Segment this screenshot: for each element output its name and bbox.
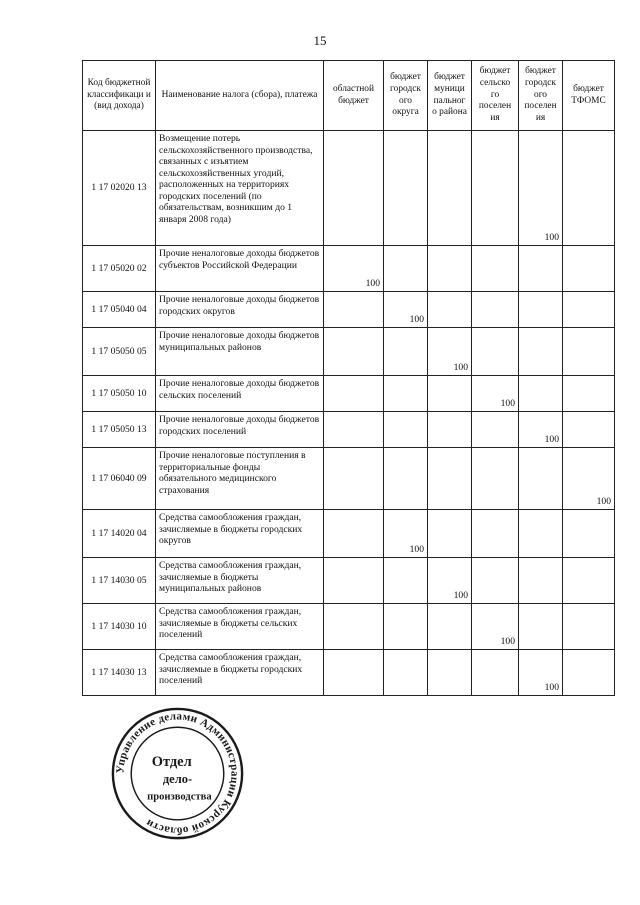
revenue-name-cell: Прочие неналоговые доходы бюджетов сельских поселений [156,376,324,412]
budget-revenue-table [82,60,615,696]
municipal-district-budget-share-cell [428,131,472,246]
city-district-budget-share-cell [384,328,428,376]
revenue-name-cell: Прочие неналоговые доходы бюджетов городских поселений [156,412,324,448]
rural-settlement-budget-share-cell [472,328,519,376]
tfoms-budget-share-cell [563,412,615,448]
city-district-budget-share-cell: 100 [384,292,428,328]
urban-settlement-budget-share-cell [519,246,563,292]
regional-budget-share-cell [324,604,384,650]
tfoms-budget-share-cell [563,376,615,412]
municipal-district-budget-share-cell [428,292,472,328]
stamp-line-3: производства [147,791,212,803]
municipal-district-budget-share-cell [428,376,472,412]
table-row [83,650,615,696]
stamp-ring-text: Управление делами Администрации Курской области [114,710,241,837]
table-row [83,448,615,510]
revenue-name-cell: Возмещение потерь сельскохозяйственного производства, связанных с изъятием сельскохозяйственных угодий, расположенных на территориях городских поселений (по обязательствам, возникшим до 1 января 2008 года) [156,131,324,246]
table-row [83,510,615,558]
header-municipal-district-budget: бюджет муници пальног о района [428,61,472,131]
revenue-code-cell: 1 17 14020 04 [83,510,156,558]
revenue-name-cell: Прочие неналоговые доходы бюджетов субъектов Российской Федерации [156,246,324,292]
revenue-name-cell: Средства самообложения граждан, зачисляемые в бюджеты муниципальных районов [156,558,324,604]
regional-budget-share-cell [324,131,384,246]
revenue-name-cell: Прочие неналоговые поступления в территориальные фонды обязательного медицинского страхования [156,448,324,510]
table-row [83,131,615,246]
header-urban-settlement-budget: бюджет городск ого поселен ия [519,61,563,131]
urban-settlement-budget-share-cell [519,558,563,604]
regional-budget-share-cell [324,292,384,328]
tfoms-budget-share-cell [563,604,615,650]
rural-settlement-budget-share-cell [472,292,519,328]
revenue-code-cell: 1 17 14030 10 [83,604,156,650]
tfoms-budget-share-cell [563,328,615,376]
table-row [83,292,615,328]
revenue-name-cell: Средства самообложения граждан, зачисляемые в бюджеты сельских поселений [156,604,324,650]
revenue-code-cell: 1 17 05050 05 [83,328,156,376]
header-city-district-budget: бюджет городск ого округа [384,61,428,131]
municipal-district-budget-share-cell: 100 [428,558,472,604]
regional-budget-share-cell [324,328,384,376]
rural-settlement-budget-share-cell [472,246,519,292]
city-district-budget-share-cell [384,604,428,650]
urban-settlement-budget-share-cell: 100 [519,412,563,448]
tfoms-budget-share-cell [563,558,615,604]
city-district-budget-share-cell [384,448,428,510]
revenue-code-cell: 1 17 05040 04 [83,292,156,328]
stamp-line-2: дело- [162,772,193,787]
urban-settlement-budget-share-cell [519,604,563,650]
revenue-code-cell: 1 17 06040 09 [83,448,156,510]
urban-settlement-budget-share-cell [519,292,563,328]
municipal-district-budget-share-cell [428,448,472,510]
table-row [83,412,615,448]
revenue-name-cell: Средства самообложения граждан, зачисляемые в бюджеты городских поселений [156,650,324,696]
regional-budget-share-cell: 100 [324,246,384,292]
revenue-code-cell: 1 17 05020 02 [83,246,156,292]
regional-budget-share-cell [324,376,384,412]
table-row [83,376,615,412]
header-code: Код бюджетной классификаци и (вид дохода) [83,61,156,131]
revenue-name-cell: Прочие неналоговые доходы бюджетов муниципальных районов [156,328,324,376]
table-header-row [83,61,615,131]
city-district-budget-share-cell [384,376,428,412]
municipal-district-budget-share-cell [428,510,472,558]
revenue-code-cell: 1 17 14030 13 [83,650,156,696]
municipal-district-budget-share-cell [428,604,472,650]
urban-settlement-budget-share-cell [519,328,563,376]
urban-settlement-budget-share-cell [519,448,563,510]
city-district-budget-share-cell [384,131,428,246]
city-district-budget-share-cell [384,558,428,604]
rural-settlement-budget-share-cell [472,650,519,696]
regional-budget-share-cell [324,558,384,604]
header-regional-budget: областной бюджет [324,61,384,131]
rural-settlement-budget-share-cell [472,558,519,604]
revenue-name-cell: Средства самообложения граждан, зачисляемые в бюджеты городских округов [156,510,324,558]
rural-settlement-budget-share-cell: 100 [472,604,519,650]
revenue-code-cell: 1 17 14030 05 [83,558,156,604]
revenue-name-cell: Прочие неналоговые доходы бюджетов городских округов [156,292,324,328]
revenue-code-cell: 1 17 05050 13 [83,412,156,448]
regional-budget-share-cell [324,650,384,696]
stamp-line-1: Отдел [151,753,192,770]
tfoms-budget-share-cell [563,131,615,246]
municipal-district-budget-share-cell: 100 [428,328,472,376]
table-row [83,246,615,292]
rural-settlement-budget-share-cell [472,448,519,510]
header-tfoms-budget: бюджет ТФОМС [563,61,615,131]
tfoms-budget-share-cell [563,510,615,558]
urban-settlement-budget-share-cell [519,376,563,412]
regional-budget-share-cell [324,412,384,448]
page-number: 15 [313,33,327,48]
city-district-budget-share-cell: 100 [384,510,428,558]
table-row [83,558,615,604]
city-district-budget-share-cell [384,246,428,292]
table-row [83,604,615,650]
table-row [83,328,615,376]
tfoms-budget-share-cell [563,650,615,696]
tfoms-budget-share-cell [563,246,615,292]
municipal-district-budget-share-cell [428,650,472,696]
regional-budget-share-cell [324,510,384,558]
organization-stamp [110,706,245,841]
tfoms-budget-share-cell [563,292,615,328]
city-district-budget-share-cell [384,412,428,448]
urban-settlement-budget-share-cell [519,510,563,558]
urban-settlement-budget-share-cell: 100 [519,650,563,696]
rural-settlement-budget-share-cell [472,510,519,558]
revenue-code-cell: 1 17 05050 10 [83,376,156,412]
revenue-code-cell: 1 17 02020 13 [83,131,156,246]
tfoms-budget-share-cell: 100 [563,448,615,510]
rural-settlement-budget-share-cell [472,412,519,448]
header-rural-settlement-budget: бюджет сельско го поселен ия [472,61,519,131]
municipal-district-budget-share-cell [428,246,472,292]
rural-settlement-budget-share-cell: 100 [472,376,519,412]
city-district-budget-share-cell [384,650,428,696]
header-name: Наименование налога (сбора), платежа [156,61,324,131]
urban-settlement-budget-share-cell: 100 [519,131,563,246]
regional-budget-share-cell [324,448,384,510]
rural-settlement-budget-share-cell [472,131,519,246]
municipal-district-budget-share-cell [428,412,472,448]
